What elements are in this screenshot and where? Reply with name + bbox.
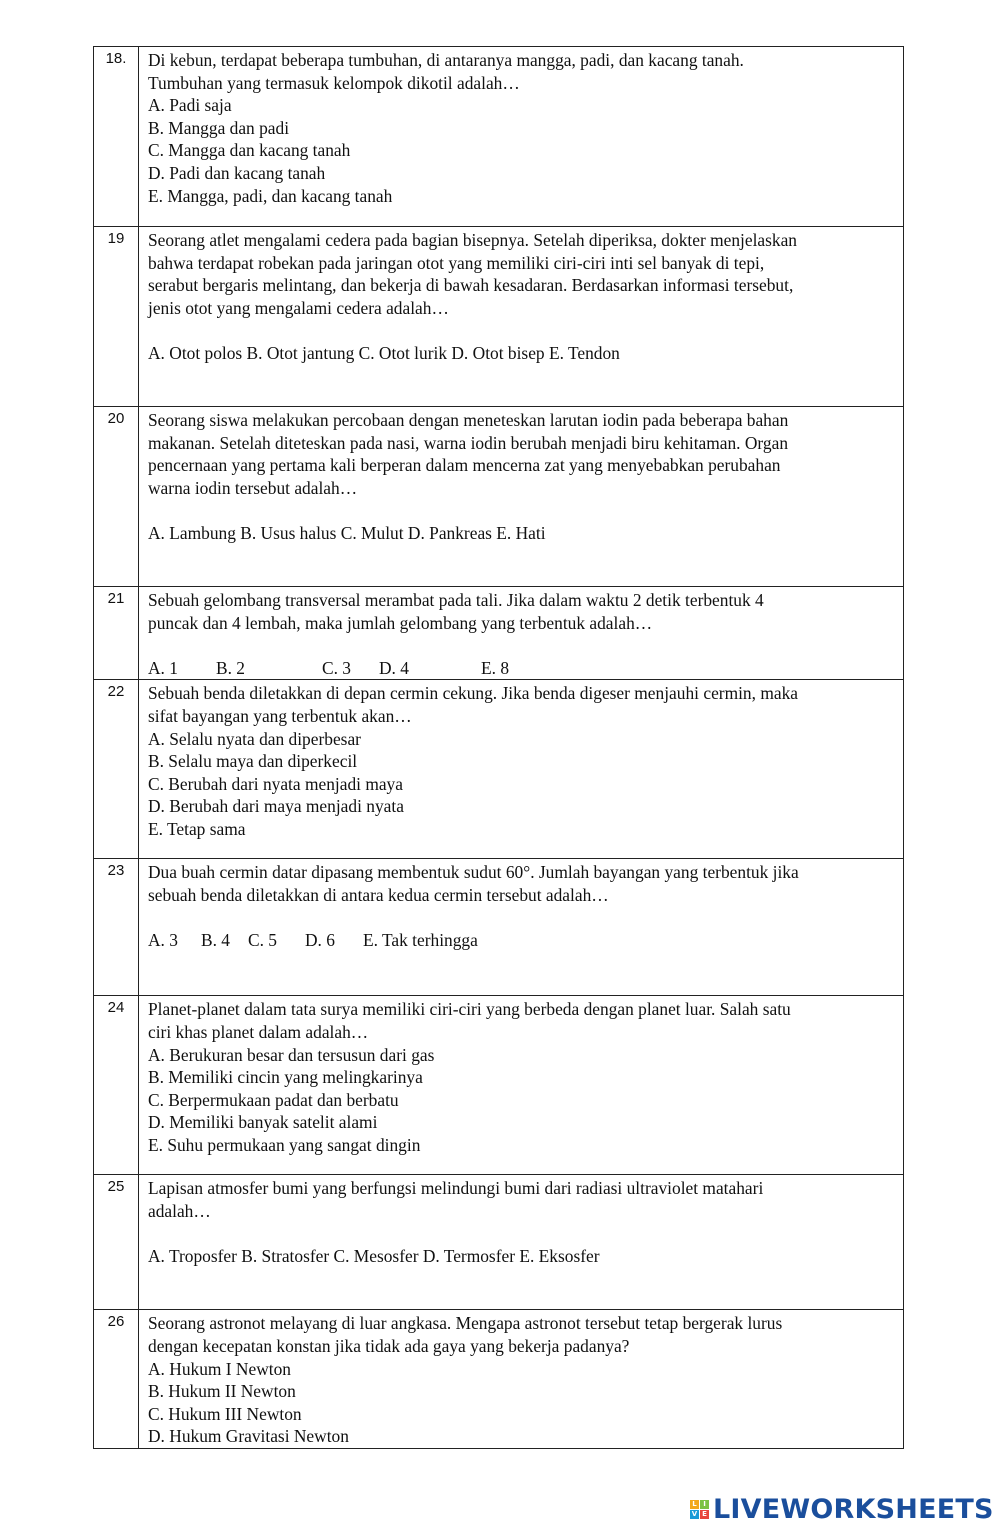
answer-options-line [148,929,894,952]
question-number: 24 [94,996,139,1175]
question-stem-line: bahwa terdapat robekan pada jaringan otot yang memiliki ciri-ciri inti sel banyak di tepi, [148,252,765,273]
answer-option: E. Mangga, padi, dan kacang tanah [148,185,393,206]
question-number: 22 [94,680,139,859]
answer-option: A. Hukum I Newton [148,1358,291,1379]
answer-option: B. Selalu maya dan diperkecil [148,751,358,772]
answer-option: D. Memiliki banyak satelit alami [148,1112,378,1133]
answer-option: D. Padi dan kacang tanah [148,162,326,183]
answer-option: E. Tetap sama [148,818,246,839]
answer-option: C. 3 [322,657,351,678]
brand-name: LIVEWORKSHEETS [713,1493,994,1525]
question-stem-line: warna iodin tersebut adalah… [148,477,358,498]
answer-option: A. 3 [148,930,178,951]
logo-tile: L [690,1500,699,1509]
question-row-23 [94,859,904,996]
question-stem-line: Dua buah cermin datar dipasang membentuk sudut 60°. Jumlah bayangan yang terbentuk jika [148,862,799,883]
answer-option: B. Memiliki cincin yang melingkarinya [148,1067,423,1088]
answer-option: C. 5 [248,930,277,951]
answer-option: C. Berubah dari nyata menjadi maya [148,773,403,794]
answer-option: E. Tak terhingga [363,930,478,951]
question-stem-line: jenis otot yang mengalami cedera adalah… [148,297,449,318]
question-row-22 [94,680,904,859]
question-cell [139,227,904,407]
question-stem-line: Seorang siswa melakukan percobaan dengan meneteskan larutan iodin pada beberapa bahan [148,410,789,430]
question-stem-line: adalah… [148,1200,211,1221]
question-number: 20 [94,407,139,587]
question-row-24 [94,996,904,1175]
answer-option: E. Suhu permukaan yang sangat dingin [148,1134,421,1155]
question-cell [139,680,904,859]
question-cell [139,859,904,996]
question-cell [139,1310,904,1449]
answer-option: B. 2 [216,657,245,678]
question-stem-line: ciri khas planet dalam adalah… [148,1021,369,1042]
question-stem-line: Lapisan atmosfer bumi yang berfungsi melindungi bumi dari radiasi ultraviolet matahari [148,1178,764,1199]
question-stem-line: sebuah benda diletakkan di antara kedua cermin tersebut adalah… [148,884,609,905]
answer-option: A. Selalu nyata dan diperbesar [148,728,361,749]
question-number: 23 [94,859,139,996]
question-stem-line: dengan kecepatan konstan jika tidak ada gaya yang bekerja padanya? [148,1335,630,1356]
liveworksheets-logo[interactable] [690,1489,994,1529]
answer-option: D. 4 [379,657,409,678]
answer-options-line: A. Troposfer B. Stratosfer C. Mesosfer D. Termosfer E. Eksosfer [148,1246,600,1267]
answer-option: A. Berukuran besar dan tersusun dari gas [148,1044,435,1065]
questions-table [93,46,904,1449]
question-stem-line: makanan. Setelah diteteskan pada nasi, warna iodin berubah menjadi biru kehitaman. Organ [148,432,789,453]
answer-options-line: A. Otot polos B. Otot jantung C. Otot lurik D. Otot bisep E. Tendon [148,342,620,363]
question-number: 18. [94,47,139,227]
question-row-25 [94,1175,904,1310]
question-row-20 [94,407,904,587]
logo-mark-icon [690,1500,709,1519]
answer-option: C. Berpermukaan padat dan berbatu [148,1089,399,1110]
question-cell [139,407,904,587]
answer-option: C. Mangga dan kacang tanah [148,140,351,161]
question-row-18 [94,47,904,227]
answer-option: D. 6 [305,930,335,951]
question-stem-line: Sebuah benda diletakkan di depan cermin cekung. Jika benda digeser menjauhi cermin, maka [148,683,798,704]
question-number: 19 [94,227,139,407]
question-cell [139,47,904,227]
answer-option: C. Hukum III Newton [148,1403,302,1424]
question-row-21 [94,587,904,680]
question-stem-line: Seorang astronot melayang di luar angkasa. Mengapa astronot tersebut tetap bergerak lurus [148,1313,783,1334]
question-row-19 [94,227,904,407]
logo-tile: I [700,1500,709,1509]
question-stem-line: Sebuah gelombang transversal merambat pada tali. Jika dalam waktu 2 detik terbentuk 4 [148,590,764,610]
question-cell [139,1175,904,1310]
logo-tile: V [691,1509,698,1518]
question-stem-line: Tumbuhan yang termasuk kelompok dikotil adalah… [148,72,520,93]
question-number: 26 [94,1310,139,1449]
answer-option: B. Hukum II Newton [148,1381,296,1402]
answer-option: B. Mangga dan padi [148,117,290,138]
answer-option: E. 8 [481,657,510,678]
question-stem-line: pencernaan yang pertama kali berperan dalam mencerna zat yang menyebabkan perubahan [148,455,781,476]
question-number: 25 [94,1175,139,1310]
answer-option: B. 4 [201,930,230,951]
answer-options-line: A. Lambung B. Usus halus C. Mulut D. Pankreas E. Hati [148,522,546,543]
question-stem-line: serabut bergaris melintang, dan bekerja di bawah kesadaran. Berdasarkan informasi tersebut, [148,275,794,296]
question-cell [139,996,904,1175]
question-cell [139,587,904,680]
answer-option: D. Berubah dari maya menjadi nyata [148,796,404,817]
question-stem-line: Di kebun, terdapat beberapa tumbuhan, di antaranya mangga, padi, dan kacang tanah. [148,50,744,70]
answer-option: A. Padi saja [148,95,232,116]
answer-option: D. Hukum Gravitasi Newton [148,1426,349,1447]
question-stem-line: Planet-planet dalam tata surya memiliki ciri-ciri yang berbeda dengan planet luar. Salah satu [148,999,791,1020]
question-stem-line: puncak dan 4 lembah, maka jumlah gelombang yang terbentuk adalah… [148,612,653,633]
answer-options-line [148,657,894,680]
logo-tile: E [700,1510,709,1519]
question-stem-line: sifat bayangan yang terbentuk akan… [148,705,412,726]
question-row-26 [94,1310,904,1449]
answer-option: A. 1 [148,657,178,678]
question-number: 21 [94,587,139,680]
question-stem-line: Seorang atlet mengalami cedera pada bagian bisepnya. Setelah diperiksa, dokter menjelaskan [148,230,797,250]
